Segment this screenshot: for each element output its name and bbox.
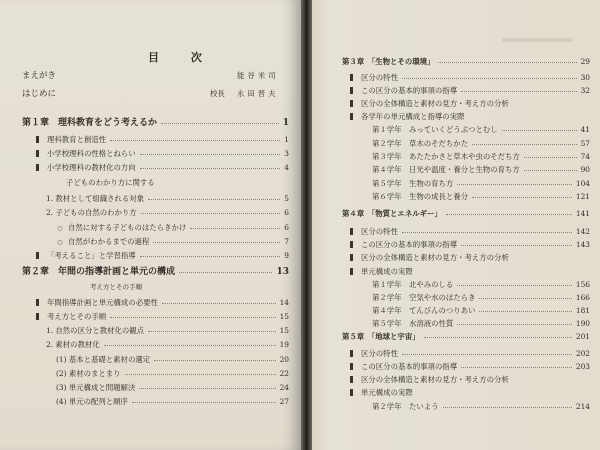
dot-leader bbox=[461, 367, 572, 368]
toc-entry-page: 6 bbox=[284, 208, 289, 217]
toc-entry bbox=[0, 222, 301, 234]
toc-entry bbox=[312, 111, 600, 123]
toc-entry bbox=[312, 226, 600, 238]
bleed-through-shadow bbox=[502, 38, 572, 42]
dot-leader bbox=[472, 144, 577, 145]
dot-leader bbox=[148, 199, 280, 200]
toc-entry-label: 第５学年 生物の育ち方 bbox=[372, 179, 454, 188]
toc-entry-label: 第４学年 日光や温度・養分と生物の育ち方 bbox=[372, 165, 520, 174]
dot-leader bbox=[524, 157, 577, 158]
section-marker-icon bbox=[350, 74, 353, 81]
toc-entry-page: 3 bbox=[284, 149, 289, 158]
toc-entry-page: 156 bbox=[575, 280, 590, 289]
toc-entry bbox=[312, 279, 600, 291]
toc-entry-page: 22 bbox=[279, 369, 289, 378]
toc-entry-page: 4 bbox=[284, 163, 289, 172]
dot-leader bbox=[457, 285, 572, 286]
toc-entry-page: 13 bbox=[276, 267, 289, 277]
section-marker-icon bbox=[350, 100, 353, 107]
toc-entry-label: 1. 自然の区分と教材化の観点 bbox=[46, 326, 145, 335]
toc-entry-label: 単元構成の実際 bbox=[361, 388, 413, 397]
section-marker-icon bbox=[350, 376, 353, 383]
dot-leader bbox=[148, 331, 276, 332]
toc-entry-page: 30 bbox=[580, 73, 590, 82]
dot-leader bbox=[424, 337, 572, 338]
toc-entry-label: 第５学年 水溶液の性質 bbox=[372, 319, 454, 328]
toc-entry-page: 90 bbox=[580, 165, 590, 174]
dot-leader bbox=[438, 62, 577, 63]
toc-entry-label: 区分の全体構造と素材の見方・考え方の分析 bbox=[361, 253, 509, 262]
toc-entry bbox=[312, 252, 600, 264]
toc-entry bbox=[312, 98, 600, 110]
toc-title: 目 次 bbox=[148, 51, 216, 64]
toc-entry bbox=[312, 401, 600, 413]
section-marker-icon bbox=[36, 136, 39, 143]
dot-leader bbox=[457, 184, 572, 185]
toc-entry bbox=[0, 396, 301, 408]
toc-entry-label: 第４学年 てんびんのつりあい bbox=[372, 306, 476, 315]
dot-leader bbox=[141, 213, 280, 214]
toc-entry bbox=[0, 297, 301, 309]
toc-entry bbox=[0, 148, 301, 160]
toc-entry-page: 203 bbox=[575, 362, 590, 371]
section-marker-icon bbox=[36, 150, 39, 157]
toc-entry-label: 区分の特性 bbox=[361, 73, 398, 82]
toc-entry bbox=[312, 292, 600, 304]
toc-entry-label: 2. 素材の教材化 bbox=[46, 340, 100, 349]
dot-leader bbox=[457, 324, 572, 325]
toc-entry bbox=[0, 162, 301, 174]
toc-entry-label: (3) 単元構成と問題解決 bbox=[56, 383, 136, 392]
toc-entry-label: 考え方とその手順 bbox=[47, 312, 107, 321]
toc-entry-label: (2) 素材のまとまり bbox=[56, 369, 121, 378]
dot-leader bbox=[479, 311, 572, 312]
toc-entry-page: 41 bbox=[580, 125, 590, 134]
toc-entry-page: 201 bbox=[575, 332, 590, 341]
dot-leader bbox=[502, 130, 577, 131]
dot-leader bbox=[443, 407, 572, 408]
toc-entry bbox=[0, 325, 301, 337]
toc-entry bbox=[312, 85, 600, 97]
toc-entry-label: 理科教育と創造性 bbox=[47, 135, 107, 144]
toc-entry-label: 区分の全体構造と素材の見方・考え方の分析 bbox=[361, 375, 509, 384]
toc-entry-page: 142 bbox=[575, 227, 590, 236]
toc-entry-page: 1 bbox=[284, 135, 289, 144]
toc-entry bbox=[0, 368, 301, 380]
toc-entry-label: 「考えること」と学習指導 bbox=[47, 251, 136, 260]
toc-entry-page: 7 bbox=[284, 237, 289, 246]
toc-entry bbox=[0, 382, 301, 394]
toc-entry-page: 104 bbox=[575, 179, 590, 188]
dot-leader bbox=[524, 170, 577, 171]
dot-leader bbox=[446, 214, 572, 215]
chapter-3-heading bbox=[312, 56, 600, 68]
toc-entry bbox=[312, 318, 600, 330]
chapter-2-heading bbox=[0, 266, 301, 278]
toc-entry-label: 第５章 「地球と宇宙」 bbox=[342, 332, 420, 341]
toc-entry-page: 20 bbox=[279, 355, 289, 364]
section-marker-icon bbox=[350, 268, 353, 275]
toc-entry-page: 27 bbox=[279, 397, 289, 406]
toc-entry-label: 年間指導計画と単元構成の必要性 bbox=[47, 298, 158, 307]
toc-entry-page: 190 bbox=[575, 319, 590, 328]
toc-entry-label: 区分の特性 bbox=[361, 349, 398, 358]
dot-leader bbox=[140, 168, 280, 169]
intro-label: まえがき bbox=[22, 71, 57, 81]
dot-leader bbox=[190, 228, 280, 229]
section-marker-icon bbox=[36, 313, 39, 320]
toc-entry-page: 15 bbox=[279, 312, 289, 321]
dot-leader bbox=[153, 242, 280, 243]
dot-leader bbox=[140, 256, 280, 257]
toc-entry-page: 15 bbox=[279, 326, 289, 335]
toc-entry-label: 区分の全体構造と素材の見方・考え方の分析 bbox=[361, 99, 509, 108]
dot-leader bbox=[161, 123, 279, 124]
section-marker-icon bbox=[350, 228, 353, 235]
toc-entry-page: 121 bbox=[575, 192, 590, 201]
section-marker-icon bbox=[350, 350, 353, 357]
toc-entry-page: 166 bbox=[575, 293, 590, 302]
dot-leader bbox=[154, 360, 276, 361]
toc-entry-label: 第２章 年間の指導計画と単元の構成 bbox=[22, 267, 176, 277]
toc-entry-label: 第１学年 みっていくどうぶつとむし bbox=[372, 125, 498, 134]
toc-entry-label: 自然に対する子どものはたらきかけ bbox=[68, 223, 187, 232]
dot-leader bbox=[179, 272, 272, 273]
dot-leader bbox=[132, 402, 276, 403]
toc-entry-page: 5 bbox=[284, 194, 289, 203]
intro-label: はじめに bbox=[22, 89, 57, 99]
toc-entry-label: 自然がわかるまでの過程 bbox=[68, 237, 150, 246]
toc-entry-label: この区分の基本的事項の指導 bbox=[361, 86, 458, 95]
toc-entry-label: 1. 教材として組織される対象 bbox=[46, 194, 145, 203]
toc-entry-label: (4) 単元の配列と順序 bbox=[56, 397, 128, 406]
toc-entry-page: 143 bbox=[575, 240, 590, 249]
toc-entry-page: 181 bbox=[575, 306, 590, 315]
toc-entry bbox=[312, 138, 600, 150]
section-marker-icon bbox=[350, 87, 353, 94]
subheading-label: 考え方とその手順 bbox=[90, 283, 142, 291]
author-role: 校長 bbox=[210, 89, 225, 98]
toc-entry-label: 第６学年 生物の成長と養分 bbox=[372, 192, 469, 201]
chapter-2-subheading bbox=[0, 281, 301, 293]
toc-entry bbox=[312, 361, 600, 373]
toc-entry-label: 第３学年 あたたかさと草木や虫のそだち方 bbox=[372, 152, 520, 161]
toc-entry-label: 単元構成の実際 bbox=[361, 267, 413, 276]
toc-entry bbox=[312, 305, 600, 317]
toc-entry-label: この区分の基本的事項の指導 bbox=[361, 240, 458, 249]
toc-entry-page: 6 bbox=[284, 223, 289, 232]
section-marker-icon bbox=[36, 252, 39, 259]
author-name: 永田晋夫 bbox=[237, 89, 279, 98]
dot-leader bbox=[140, 154, 280, 155]
section-marker-icon bbox=[350, 241, 353, 248]
toc-entry bbox=[312, 164, 600, 176]
toc-entry-label: 各学年の単元構成と指導の実際 bbox=[361, 112, 465, 121]
toc-entry-label: 小学校理科の教材化の方向 bbox=[47, 163, 136, 172]
toc-entry-page: 202 bbox=[575, 349, 590, 358]
right-page bbox=[312, 0, 600, 450]
toc-entry-label: (1) 基本と基礎と素材の選定 bbox=[56, 355, 151, 364]
toc-entry bbox=[312, 239, 600, 251]
dot-leader bbox=[472, 197, 572, 198]
toc-entry bbox=[0, 236, 301, 248]
book-gutter bbox=[301, 0, 312, 450]
toc-entry bbox=[312, 191, 600, 203]
toc-entry-label: 第２学年 たいよう bbox=[372, 402, 439, 411]
toc-entry-label: 区分の特性 bbox=[361, 227, 398, 236]
toc-entry-label: 2. 子どもの自然のわかり方 bbox=[46, 208, 137, 217]
bullet-circle-icon: ○ bbox=[57, 225, 63, 232]
toc-entry-page: 1 bbox=[282, 118, 289, 128]
author-name: 能谷米司 bbox=[237, 71, 279, 80]
dot-leader bbox=[110, 317, 276, 318]
toc-entry-page: 74 bbox=[580, 152, 590, 161]
toc-entry-page: 214 bbox=[575, 402, 590, 411]
toc-entry-page: 29 bbox=[580, 57, 590, 66]
dot-leader bbox=[402, 354, 572, 355]
toc-entry-label: 第１章 理科教育をどう考えるか bbox=[22, 118, 158, 128]
dot-leader bbox=[125, 374, 276, 375]
dot-leader bbox=[461, 245, 572, 246]
toc-entry-page: 14 bbox=[279, 298, 289, 307]
section-marker-icon bbox=[350, 363, 353, 370]
toc-entry bbox=[0, 193, 301, 205]
toc-entry-page: 19 bbox=[279, 340, 289, 349]
toc-entry bbox=[0, 207, 301, 219]
toc-entry-page: 32 bbox=[580, 86, 590, 95]
toc-entry-label: 第４章 「物質とエネルギー」 bbox=[342, 209, 442, 218]
toc-entry bbox=[0, 134, 301, 146]
toc-entry-label: 第３章 「生物とその環境」 bbox=[342, 57, 435, 66]
dot-leader bbox=[162, 303, 276, 304]
toc-entry-page: 57 bbox=[580, 139, 590, 148]
toc-entry bbox=[312, 374, 600, 386]
bullet-circle-icon: ○ bbox=[57, 239, 63, 246]
toc-entry bbox=[0, 177, 301, 189]
dot-leader bbox=[402, 232, 572, 233]
section-marker-icon bbox=[36, 299, 39, 306]
dot-leader bbox=[461, 91, 577, 92]
toc-entry-label: この区分の基本的事項の指導 bbox=[361, 362, 458, 371]
toc-entry-page: 24 bbox=[279, 383, 289, 392]
toc-entry bbox=[0, 339, 301, 351]
toc-entry-label: 第２学年 空気や水のはたらき bbox=[372, 293, 476, 302]
chapter-1-heading bbox=[0, 117, 301, 129]
toc-entry bbox=[312, 387, 600, 399]
toc-entry-label: 第１学年 北やみのしる bbox=[372, 280, 454, 289]
chapter-5-heading bbox=[312, 331, 600, 343]
section-marker-icon bbox=[350, 389, 353, 396]
toc-entry-label: 小学校理科の性格とねらい bbox=[47, 149, 136, 158]
dot-leader bbox=[110, 140, 280, 141]
toc-entry bbox=[312, 124, 600, 136]
section-marker-icon bbox=[350, 113, 353, 120]
toc-entry-page: 9 bbox=[284, 251, 289, 260]
section-marker-icon bbox=[350, 254, 353, 261]
toc-entry bbox=[312, 72, 600, 84]
toc-entry bbox=[312, 178, 600, 190]
intro-row bbox=[0, 70, 301, 82]
toc-entry bbox=[0, 354, 301, 366]
toc-entry-label: 第２学年 草木のそだちかた bbox=[372, 139, 469, 148]
dot-leader bbox=[139, 388, 276, 389]
dot-leader bbox=[479, 298, 572, 299]
dot-leader bbox=[104, 345, 276, 346]
toc-entry bbox=[0, 250, 301, 262]
section-marker-icon bbox=[36, 164, 39, 171]
toc-entry-page: 141 bbox=[575, 209, 590, 218]
toc-entry bbox=[312, 151, 600, 163]
toc-entry-label: 子どものわかり方に関する bbox=[66, 178, 155, 187]
chapter-4-heading bbox=[312, 208, 600, 220]
intro-row bbox=[0, 88, 301, 100]
dot-leader bbox=[402, 78, 577, 79]
toc-entry bbox=[312, 348, 600, 360]
toc-entry bbox=[312, 266, 600, 278]
toc-entry bbox=[0, 311, 301, 323]
